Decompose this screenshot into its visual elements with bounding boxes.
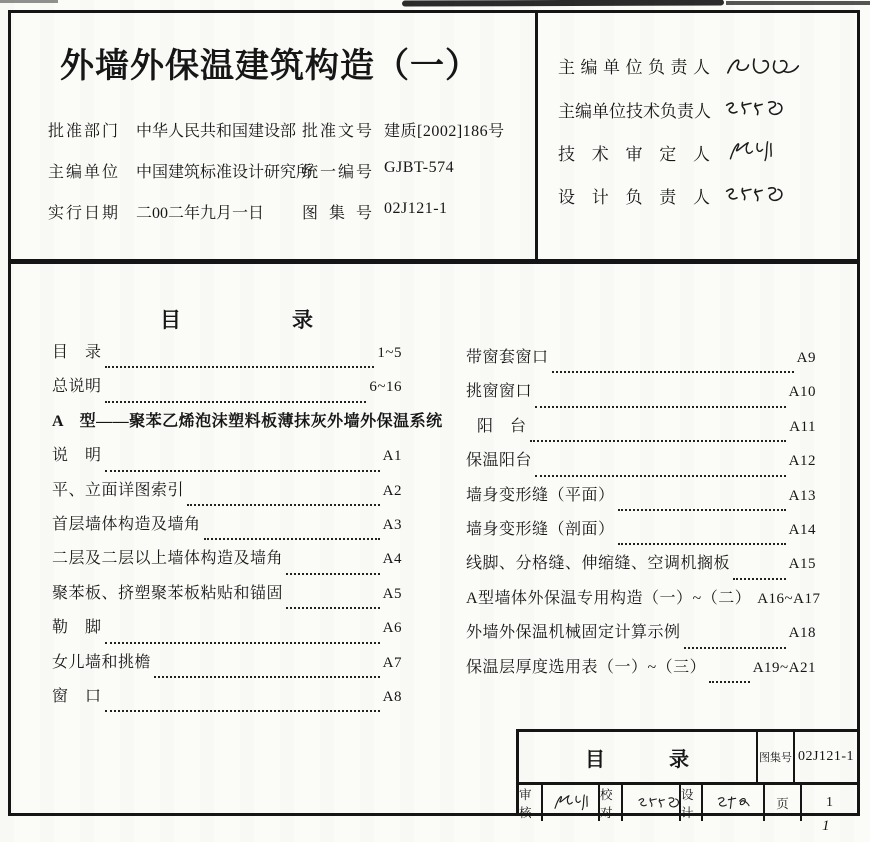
signatory-row [558,178,858,220]
toc-entry [52,614,402,648]
toc-entry-page: A7 [382,654,402,671]
proofread-signature [621,785,679,821]
toc-entry-page: A4 [382,551,402,568]
title-block-bottom-row [519,785,857,820]
title-block-top-row [519,732,857,785]
signatory-row [558,135,858,177]
meta-row [48,200,560,224]
signature-scrawl-icon [546,791,596,815]
toc-entry-page: A1 [382,448,402,465]
toc-entry-page: A16~A17 [757,590,821,607]
review-signature [541,785,598,821]
toc-entry-page: 6~16 [369,379,402,396]
unified-no-label: 统一编号 [302,164,372,181]
toc-leader-dots [733,578,786,580]
signature-scrawl-icon [722,92,806,126]
toc-entry [466,516,816,550]
toc-leader-dots [552,371,794,373]
signature-scrawl-icon [623,791,695,815]
toc-entry-label: 墙身变形缝（平面） [466,486,615,504]
signature-handwriting [722,48,810,89]
scan-artifact [0,0,58,3]
toc-entry-page: A12 [788,453,816,470]
toc-entry-page: 1~5 [377,345,402,361]
toc-entry [466,585,821,619]
page-label: 页 [763,785,800,821]
signatory-label: 主编单位技术负责人 [558,102,711,121]
toc-entry-label: 阳 台 [477,417,527,435]
toc-entry-label: 女儿墙和挑檐 [52,653,152,671]
meta-row [48,159,560,183]
toc-entry [466,447,816,481]
toc-entry-page: A6 [382,620,402,637]
atlas-number-label: 图集号 [756,732,793,782]
signatory-label: 技术审定人 [558,145,710,164]
approval-dept-value: 中华人民共和国建设部 [136,123,297,140]
approval-doc-label: 批准文号 [302,123,372,140]
toc-entry [52,580,402,614]
toc-entry-page: A3 [382,516,402,533]
toc-leader-dots [684,647,786,649]
page-number: 1 [800,785,857,821]
toc-entry-page: A5 [382,585,402,602]
toc-leader-dots [105,401,367,403]
toc-leader-dots [618,509,786,511]
signature-handwriting [722,135,798,174]
toc-entry-page: A8 [382,688,402,705]
approval-dept-label: 批准部门 [48,123,121,140]
signature-scrawl-icon [722,135,798,169]
proofread-label: 校对 [598,785,621,821]
signatory-label: 设计负责人 [558,188,710,207]
toc-entry [52,477,402,511]
toc-heading: 目 录 [160,308,314,332]
toc-leader-dots [105,470,380,472]
toc-leader-dots [709,681,750,683]
toc-entry-label: 目 录 [52,344,102,361]
toc-entry-label: 首层墙体构造及墙角 [52,515,201,533]
toc-entry-label: 保温阳台 [466,452,533,470]
toc-entry-page: A13 [788,487,816,504]
scan-corner-page-number: 1 [822,818,830,834]
toc-entry [466,413,816,447]
toc-entry-page: A2 [382,482,402,499]
toc-entry [52,649,402,683]
toc-entry-label: 总说明 [52,378,102,396]
scan-artifact [402,0,724,7]
toc-entry-page: A19~A21 [752,659,816,676]
toc-leader-dots [286,607,380,609]
scan-artifact [726,1,870,5]
toc-entry-page: A15 [788,556,816,573]
toc-column-left [52,339,443,717]
toc-entry-label: 线脚、分格缝、伸缩缝、空调机搁板 [466,555,731,573]
toc-entry [52,408,443,442]
toc-entry [466,619,816,653]
design-label: 设计 [679,785,701,821]
design-signature [701,785,763,821]
toc-entry [466,482,816,516]
toc-entry-page: A10 [788,384,816,401]
toc-entry-label: 外墙外保温机械固定计算示例 [466,624,681,642]
toc-entry [52,339,402,373]
toc-entry-label: 勒 脚 [52,619,102,637]
editor-org-label: 主编单位 [48,164,121,181]
toc-entry-label: 二层及二层以上墙体构造及墙角 [52,550,284,568]
signature-handwriting [722,178,806,217]
atlas-number-value: 02J121-1 [793,732,857,782]
toc-leader-dots [535,406,786,408]
toc-entry [466,654,816,688]
toc-entry [466,344,816,378]
toc-entry [52,683,402,717]
signatory-label: 主编单位负责人 [558,58,710,77]
toc-entry-label: 平、立面详图索引 [52,481,185,499]
toc-entry-label: 说 明 [52,447,102,465]
toc-entry-label: 带窗套窗口 [466,349,549,366]
toc-entry-label: 聚苯板、挤塑聚苯板粘贴和锚固 [52,584,284,602]
toc-leader-dots [204,538,380,540]
toc-column-right [466,344,821,688]
toc-entry-label: 保温层厚度选用表（一）~（三） [466,658,707,676]
toc-entry-label: 窗 口 [52,687,102,705]
signatory-row [558,92,858,134]
toc-entry [52,511,402,545]
title-block-title: 目 录 [585,748,690,771]
approval-doc-value: 建质[2002]186号 [384,123,505,140]
toc-entry-label: 挑窗窗口 [466,383,533,401]
signatory-row [558,48,858,90]
toc-leader-dots [530,440,787,442]
toc-entry-label: A型墙体外保温专用构造（一）~（二） [466,589,752,607]
toc-leader-dots [105,366,375,368]
toc-leader-dots [105,710,380,712]
document-title: 外墙外保温建筑构造（一） [60,48,480,85]
editor-org-value: 中国建筑标准设计研究所 [136,164,313,181]
signature-wang-icon [722,48,810,84]
toc-entry-page: A11 [789,418,816,435]
toc-leader-dots [618,543,786,545]
toc-leader-dots [154,676,380,678]
atlas-no-label: 图集号 [302,205,372,222]
effective-date-value: 二00二年九月一日 [136,205,265,222]
review-label: 审核 [519,788,532,820]
toc-entry-page: A14 [788,521,816,538]
effective-date-label: 实行日期 [48,205,121,222]
signature-scrawl-icon [722,178,806,212]
toc-leader-dots [105,642,380,644]
toc-entry [52,545,402,579]
header-divider-line [8,259,860,264]
toc-entry-page: A9 [796,350,816,366]
meta-row [48,118,560,142]
toc-entry [466,550,816,584]
signature-scrawl-icon [707,791,759,815]
toc-entry [52,442,402,476]
toc-leader-dots [535,475,786,477]
toc-leader-dots [187,504,380,506]
toc-entry [466,378,816,412]
atlas-no-value: 02J121-1 [384,200,448,217]
toc-entry-page: A18 [788,625,816,642]
toc-entry-label: 墙身变形缝（剖面） [466,520,615,538]
unified-no-value: GJBT-574 [384,159,455,176]
signature-handwriting [722,92,806,131]
drawing-title-block [516,729,860,820]
toc-entry [52,373,402,407]
toc-leader-dots [286,573,380,575]
toc-entry-label: A 型——聚苯乙烯泡沫塑料板薄抹灰外墙外保温系统 [52,412,443,430]
